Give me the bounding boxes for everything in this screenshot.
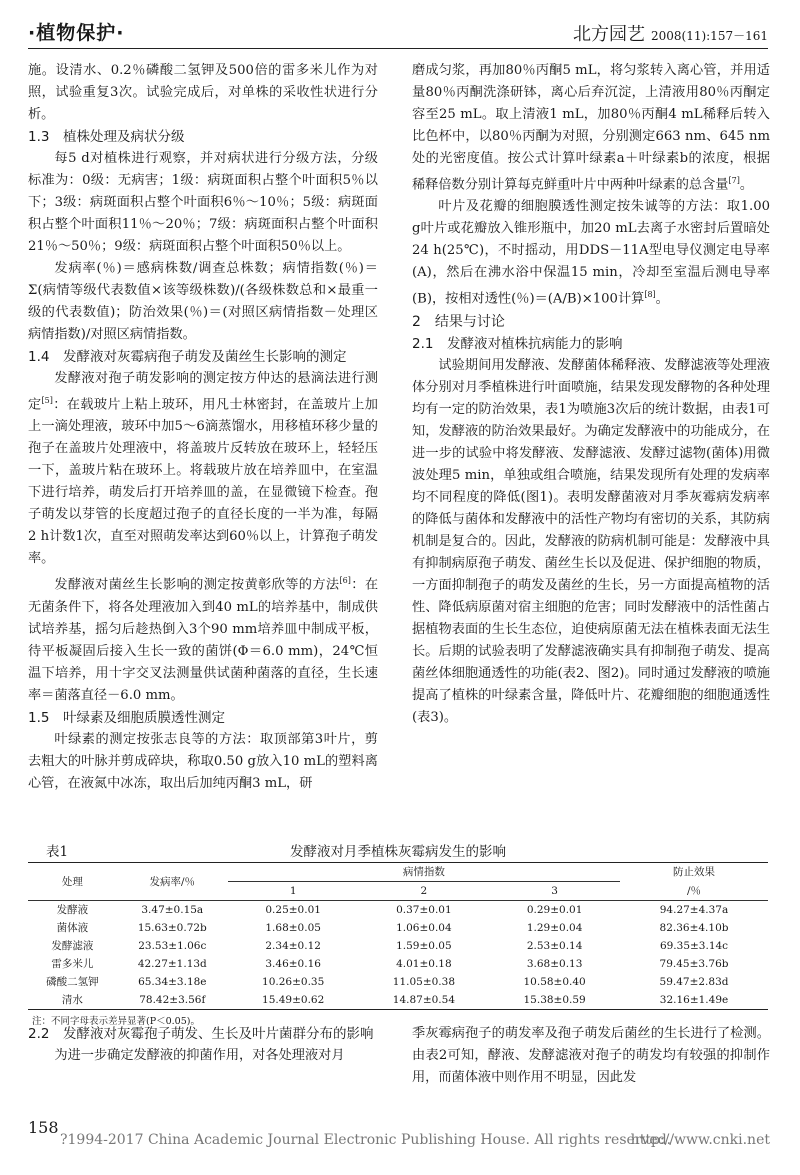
header-index-3: 3 <box>489 882 620 901</box>
header-effect: 防止效果 <box>620 863 768 882</box>
citation-ref[interactable]: [6] <box>339 576 351 586</box>
table-title: 发酵液对月季植株灰霉病发生的影响 <box>290 844 506 860</box>
table-row: 磷酸二氢钾 65.34±3.18e 10.26±0.35 11.05±0.38 10.58±0.40 59.47±2.83d <box>46 976 729 988</box>
header-incidence: 发病率/％ <box>117 863 228 901</box>
table-1 <box>28 840 768 1027</box>
paragraph: 为进一步确定发酵液的抑菌作用，对各处理液对月 <box>54 1048 345 1063</box>
section-heading-2-2: 2.2 发酵液对灰霉孢子萌发、生长及叶片菌群分布的影响 <box>28 1026 374 1042</box>
section-heading-1-5: 1.5 叶绿素及细胞质膜透性测定 <box>28 709 225 726</box>
footer <box>60 1132 770 1148</box>
table-row: 雷多米儿 42.27±1.13d 3.46±0.16 4.01±0.18 3.68±0.13 79.45±3.76b <box>51 958 729 970</box>
citation-ref[interactable]: [7] <box>728 176 740 185</box>
bottom-left-column <box>28 1023 378 1067</box>
left-column <box>28 60 378 795</box>
citation-ref[interactable]: [8] <box>644 290 656 300</box>
issue-pages: 2008(11):157－161 <box>650 29 768 43</box>
running-header <box>28 16 768 49</box>
cnki-link[interactable]: http://www.cnki.net <box>630 1132 770 1148</box>
table-note: 注：不同字母表示差异显著(P＜0.05)。 <box>32 1016 200 1027</box>
header-treatment: 处理 <box>28 863 117 901</box>
table-row: 菌体液 15.63±0.72b 1.68±0.05 1.06±0.04 1.29±0.04 82.36±4.10b <box>56 922 729 934</box>
paragraph: 试验期间用发酵液、发酵菌体稀释液、发酵滤液等处理液体分别对月季植株进行叶面喷施，结果发现发酵物的各种处理均有一定的防治效果，表1为喷施3次后的统计数据，由表1可知，发酵液的防治效果最好。为确定发酵液中的功能成分，在进一步的试验中将发酵液、发酵滤液、发酵过滤物(菌体)用微波处理5 min，单独或组合喷施，结果发现所有处理的发病率均不同程度的降低(图1)。表明发酵菌液对月季灰霉病发病率的降低与菌体和发酵液中的活性产物均有密切的关系，其防病机制是复合的。因此，发酵液的防病机制可能是：发酵液中具有抑制病原孢子萌发、菌丝生长以及促进、保护细胞的物质，一方面抑制孢子的萌发及菌丝的生长，另一方面提高植物的活性、降低病原菌对宿主细胞的危害；同时发酵液中的活性菌占据植物表面的生长生态位，迫使病原菌无法在植株表面无法生长。后期的试验表明了发酵滤液确实具有抑制孢子萌发、提高菌丝体细胞通透性的功能(表2、图2)。同时通过发酵液的喷施提高了植株的叶绿素含量，降低叶片、花瓣细胞的细胞通透性(表3)。 <box>412 357 770 725</box>
paragraph: 发酵液对菌丝生长影响的测定按黄彰欣等的方法[6]：在无菌条件下，将各处理液加入到40 mL的培养基中，制成供试培养基，摇匀后趁热倒入3个90 mm培养皿中制成平板，待平板凝固后接入生长一致的菌饼(Φ＝6.0 mm)，24℃恒温下培养，用十字交叉法测量供试菌种菌落的直径，生长速率＝菌落直径－6.0 mm。 <box>28 576 379 703</box>
header-effect-unit: /％ <box>620 882 768 901</box>
journal-name: 北方园艺 <box>572 24 645 45</box>
paragraph: 施。设清水、0.2％磷酸二氢钾及500倍的雷多米儿作为对照，试验重复3次。试验完成后，对单株的采收性状进行分析。 <box>28 63 378 122</box>
paragraph: 发酵液对孢子萌发影响的测定按方仲达的悬滴法进行测定[5]：在载玻片上粘上玻环，用凡士林密封，在盖玻片上加上一滴处理液，玻环中加5～6滴蒸馏水，用移植环移少量的孢子在盖玻片处理液中，将盖玻片反转放在玻环上，轻轻压一下，盖玻片粘在玻环上。将载玻片放在培养皿中，在室温下进行培养，萌发后打开培养皿的盖，在显微镜下检查。孢子萌发以芽管的长度超过孢子的直径长度的一半为准，每隔2 h计数1次，直至对照萌发率达到60％以上，计算孢子萌发率。 <box>28 371 378 567</box>
header-disease-index: 病情指数 <box>228 863 620 882</box>
paragraph: 磨成匀浆，再加80％丙酮5 mL，将匀浆转入离心管，并用适量80％丙酮洗涤研钵，离心后弃沉淀，上清液用80％丙酮定容至25 mL。取上清液1 mL，加80％丙酮4 mL稀释后转入比色杯中，以80％丙酮为对照，分别测定663 nm、645 nm处的光密度值。按公式计算叶绿素a＋叶绿素b的浓度，根据稀释倍数分别计算每克鲜重叶片中两种叶绿素的总含量[7]。 <box>412 63 770 193</box>
section-heading-1-3: 1.3 植株处理及病状分级 <box>28 129 185 145</box>
table-row: 发酵滤液 23.53±1.06c 2.34±0.12 1.59±0.05 2.53±0.14 69.35±3.14c <box>51 940 729 952</box>
section-heading-1-4: 1.4 发酵液对灰霉病孢子萌发及菌丝生长影响的测定 <box>28 349 347 365</box>
right-column <box>412 60 770 729</box>
section-label: ·植物保护· <box>28 22 125 44</box>
citation-ref[interactable]: [5] <box>41 396 53 405</box>
section-heading-2: 2 结果与讨论 <box>412 313 505 330</box>
paragraph: 叶片及花瓣的细胞膜透性测定按朱诚等的方法：取1.00 g叶片或花瓣放入锥形瓶中，加20 mL去离子水密封后置暗处24 h(25℃)，不时摇动，用DDS－11A型电导仪测定电导率(A)，然后在沸水浴中保温15 min，冷却至室温后测电导率(B)，按相对透性(％)＝(A/B)×100计算[8]。 <box>412 199 770 307</box>
paragraph: 每5 d对植株进行观察，并对病状进行分级方法，分级标准为：0级：无病害；1级：病斑面积占整个叶面积5％以下；3级：病斑面积占整个叶面积6％～10％；5级：病斑面积占整个叶面积11％～20％；7级：病斑面积占整个叶面积21％～50％；9级：病斑面积占整个叶面积50％以上。 <box>28 151 378 254</box>
header-index-2: 2 <box>359 882 490 901</box>
page-number: 158 <box>28 1118 59 1137</box>
table-number: 表1 <box>46 844 69 860</box>
journal-citation <box>573 20 768 46</box>
bottom-right-column <box>412 1023 770 1089</box>
table-row: 清水 78.42±3.56f 15.49±0.62 14.87±0.54 15.38±0.59 32.16±1.49e <box>28 991 768 1010</box>
table-caption <box>28 840 768 862</box>
table-row: 发酵液 3.47±0.15a 0.25±0.01 0.37±0.01 0.29±0.01 94.27±4.37a <box>56 904 729 916</box>
header-index-1: 1 <box>228 882 359 901</box>
paragraph: 叶绿素的测定按张志良等的方法：取顶部第3叶片，剪去粗大的叶脉并剪成碎块，称取0.50 g放入10 mL的塑料离心管，在液氮中冰冻，取出后加纯丙酮3 mL，研 <box>28 731 378 791</box>
formula-paragraph: 发病率(％)＝感病株数/调查总株数；病情指数(％)＝Σ(病情等级代表数值×该等级株数)/(各级株数总和×最重一级的代表数值)；防治效果(％)＝(对照区病情指数－处理区病情指数)/对照区病情指数。 <box>28 261 378 342</box>
data-table <box>28 862 768 1010</box>
section-heading-2-1: 2.1 发酵液对植株抗病能力的影响 <box>412 335 623 352</box>
paragraph: 季灰霉病孢子的萌发率及孢子萌发后菌丝的生长进行了检测。由表2可知，酵液、发酵滤液对孢子的萌发均有较强的抑制作用，而菌体液中则作用不明显，因此发 <box>412 1026 770 1085</box>
copyright-notice: ?1994-2017 China Academic Journal Electronic Publishing House. All rights reserved. <box>60 1132 672 1148</box>
